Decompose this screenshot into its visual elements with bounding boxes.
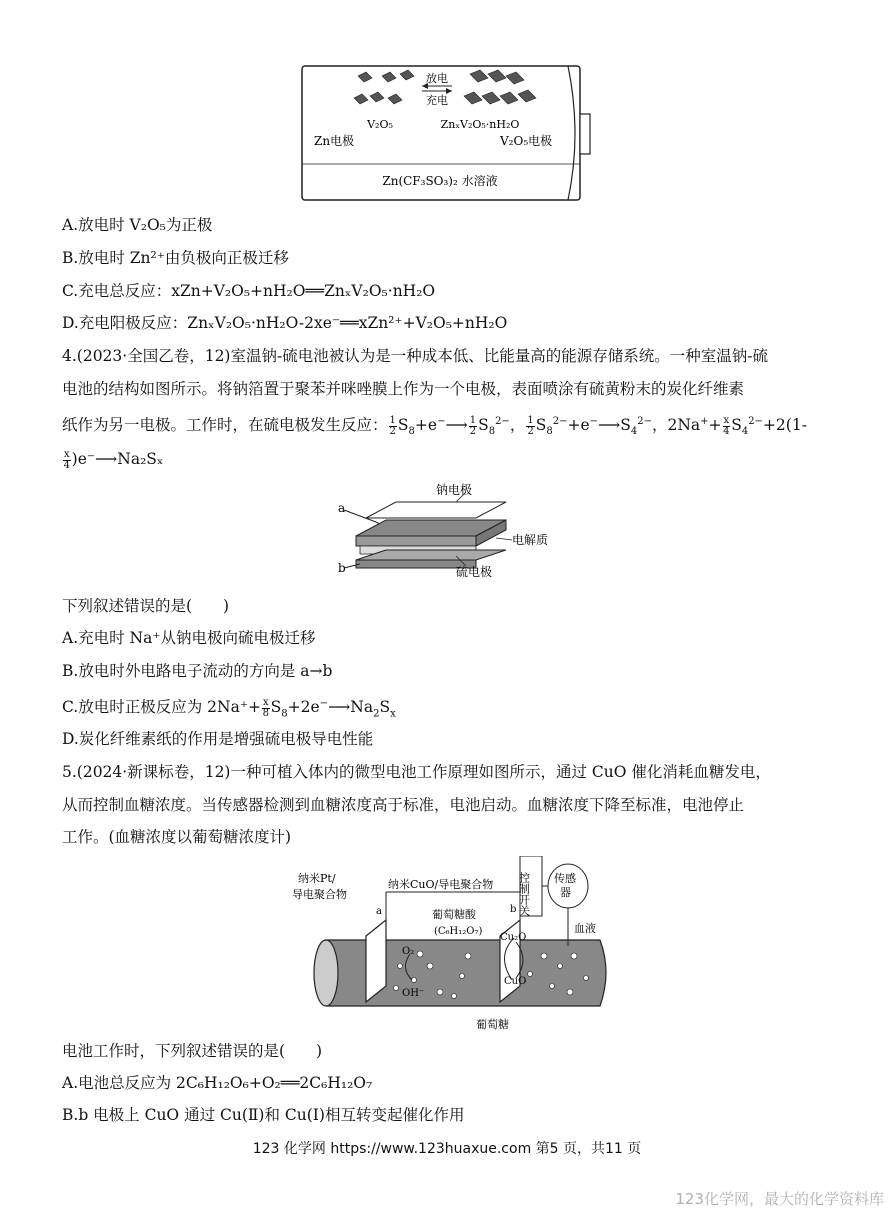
s-electrode-label: 硫电极: [456, 565, 493, 579]
implant-battery-figure: [290, 856, 620, 1034]
q4-stem-3: [62, 411, 807, 443]
electrode-b-label: b: [510, 904, 517, 915]
q5-option-b: B.b 电极上 CuO 通过 Cu(Ⅱ)和 Cu(Ⅰ)相互转变起催化作用: [62, 1106, 465, 1124]
sensor-label-2: 器: [560, 886, 571, 899]
q3-option-a: A.放电时 V₂O₅为正极: [62, 216, 213, 234]
znv2o5-label: ZnₓV₂O₅·nH₂O: [440, 118, 520, 131]
v2o5-label: V₂O₅: [367, 118, 393, 131]
q4-stem-2: 电池的结构如图所示。将钠箔置于聚苯并咪唑膜上作为一个电极，表面喷涂有硫黄粉末的炭化纤维素: [62, 380, 745, 398]
electrolyte-label: 电解质: [512, 533, 549, 547]
charge-label: 充电: [426, 94, 448, 107]
acid-label-1: 葡萄糖酸: [432, 908, 476, 921]
q4-question: 下列叙述错误的是( ): [62, 597, 230, 615]
na-electrode-label: 钠电极: [436, 483, 473, 497]
q4-stem-1: 4.(2023·全国乙卷，12)室温钠-硫电池被认为是一种成本低、比能量高的能源存储系统。一种室温钠-硫: [62, 347, 768, 365]
zn-battery-figure: [300, 64, 600, 204]
watermark: 123化学网，最大的化学资料库: [675, 1190, 884, 1208]
terminal-a-label: a: [338, 501, 346, 515]
q4-reactions: $\frac{1}{2}$ $S_8+e^-⟶$ $\frac{1}{2}$ $S_8^{2-}$， $\frac{1}{2}$ $S_8^{2-}+e^-⟶S_4^{2-}$，2Na++ $\frac{x}{4}$ $S_4^{2-}+2(1-$: [389, 414, 807, 438]
q5-stem-3: 工作。(血糖浓度以葡萄糖浓度计): [62, 828, 292, 846]
electrolyte-label: Zn(CF₃SO₃)₂ 水溶液: [382, 174, 498, 188]
acid-label-2: (C₆H₁₂O₇): [434, 926, 483, 937]
q4-stem-4-text: e⁻⟶Na₂Sₓ: [77, 450, 164, 468]
electrode-a-label: a: [376, 906, 382, 917]
q5-stem-2: 从而控制血糖浓度。当传感器检测到血糖浓度高于标准，电池启动。血糖浓度下降至标准，电池停止: [62, 796, 745, 814]
q3-option-c: C.充电总反应：xZn+V₂O₅+nH₂O══ZnₓV₂O₅·nH₂O: [62, 282, 436, 300]
sensor-label-1: 传感: [554, 872, 576, 885]
switch-label: 控制开关: [517, 872, 531, 916]
oh-label: OH⁻: [402, 988, 425, 999]
q4-option-c-text: C.放电时正极反应为 2Na⁺+: [62, 698, 261, 717]
na-s-battery-figure: [336, 480, 566, 580]
q3-option-d: D.充电阳极反应：ZnₓV₂O₅·nH₂O-2xe⁻══xZn²⁺+V₂O₅+nH₂O: [62, 314, 508, 332]
q4-option-d: D.炭化纤维素纸的作用是增强硫电极导电性能: [62, 730, 374, 748]
q4-stem-3-text: 纸作为另一电极。工作时，在硫电极发生反应：: [62, 416, 388, 435]
pt-electrode-label-1: 纳米Pt/: [298, 872, 336, 885]
cuo-polymer-label: 纳米CuO/导电聚合物: [388, 878, 494, 891]
cu2o-label: Cu₂O: [500, 932, 527, 943]
v2o5-electrode-label: V₂O₅电极: [500, 134, 553, 148]
terminal-b-label: b: [338, 561, 346, 575]
o2-label: O₂: [402, 946, 415, 957]
q4-stem-4: $\frac{x}{4}$ )e⁻⟶Na₂Sₓ: [63, 448, 164, 471]
zn-electrode-label: Zn电极: [314, 134, 355, 148]
q5-question: 电池工作时，下列叙述错误的是( ): [62, 1042, 323, 1060]
q4-option-a: A.充电时 Na⁺从钠电极向硫电极迁移: [62, 629, 316, 647]
q3-option-b: B.放电时 Zn²⁺由负极向正极迁移: [62, 249, 289, 267]
pt-electrode-label-2: 导电聚合物: [292, 888, 347, 901]
q4-option-c: C.放电时正极反应为 2Na⁺+ $\frac{x}{8}$ $S_8+2e^-⟶Na_2S_x$: [62, 696, 396, 720]
q5-stem-1: 5.(2024·新课标卷，12)一种可植入体内的微型电池工作原理如图所示，通过 CuO 催化消耗血糖发电，: [62, 763, 771, 781]
q4-option-b: B.放电时外电路电子流动的方向是 a→b: [62, 662, 333, 680]
cuo-label: CuO: [504, 976, 527, 987]
page-footer: 123 化学网 https://www.123huaxue.com 第5 页，共11 页: [252, 1141, 642, 1157]
q5-option-a: A.电池总反应为 2C₆H₁₂O₆+O₂══2C₆H₁₂O₇: [62, 1074, 373, 1092]
glucose-label: 葡萄糖: [476, 1018, 509, 1031]
blood-label: 血液: [574, 922, 596, 935]
discharge-label: 放电: [426, 72, 448, 85]
